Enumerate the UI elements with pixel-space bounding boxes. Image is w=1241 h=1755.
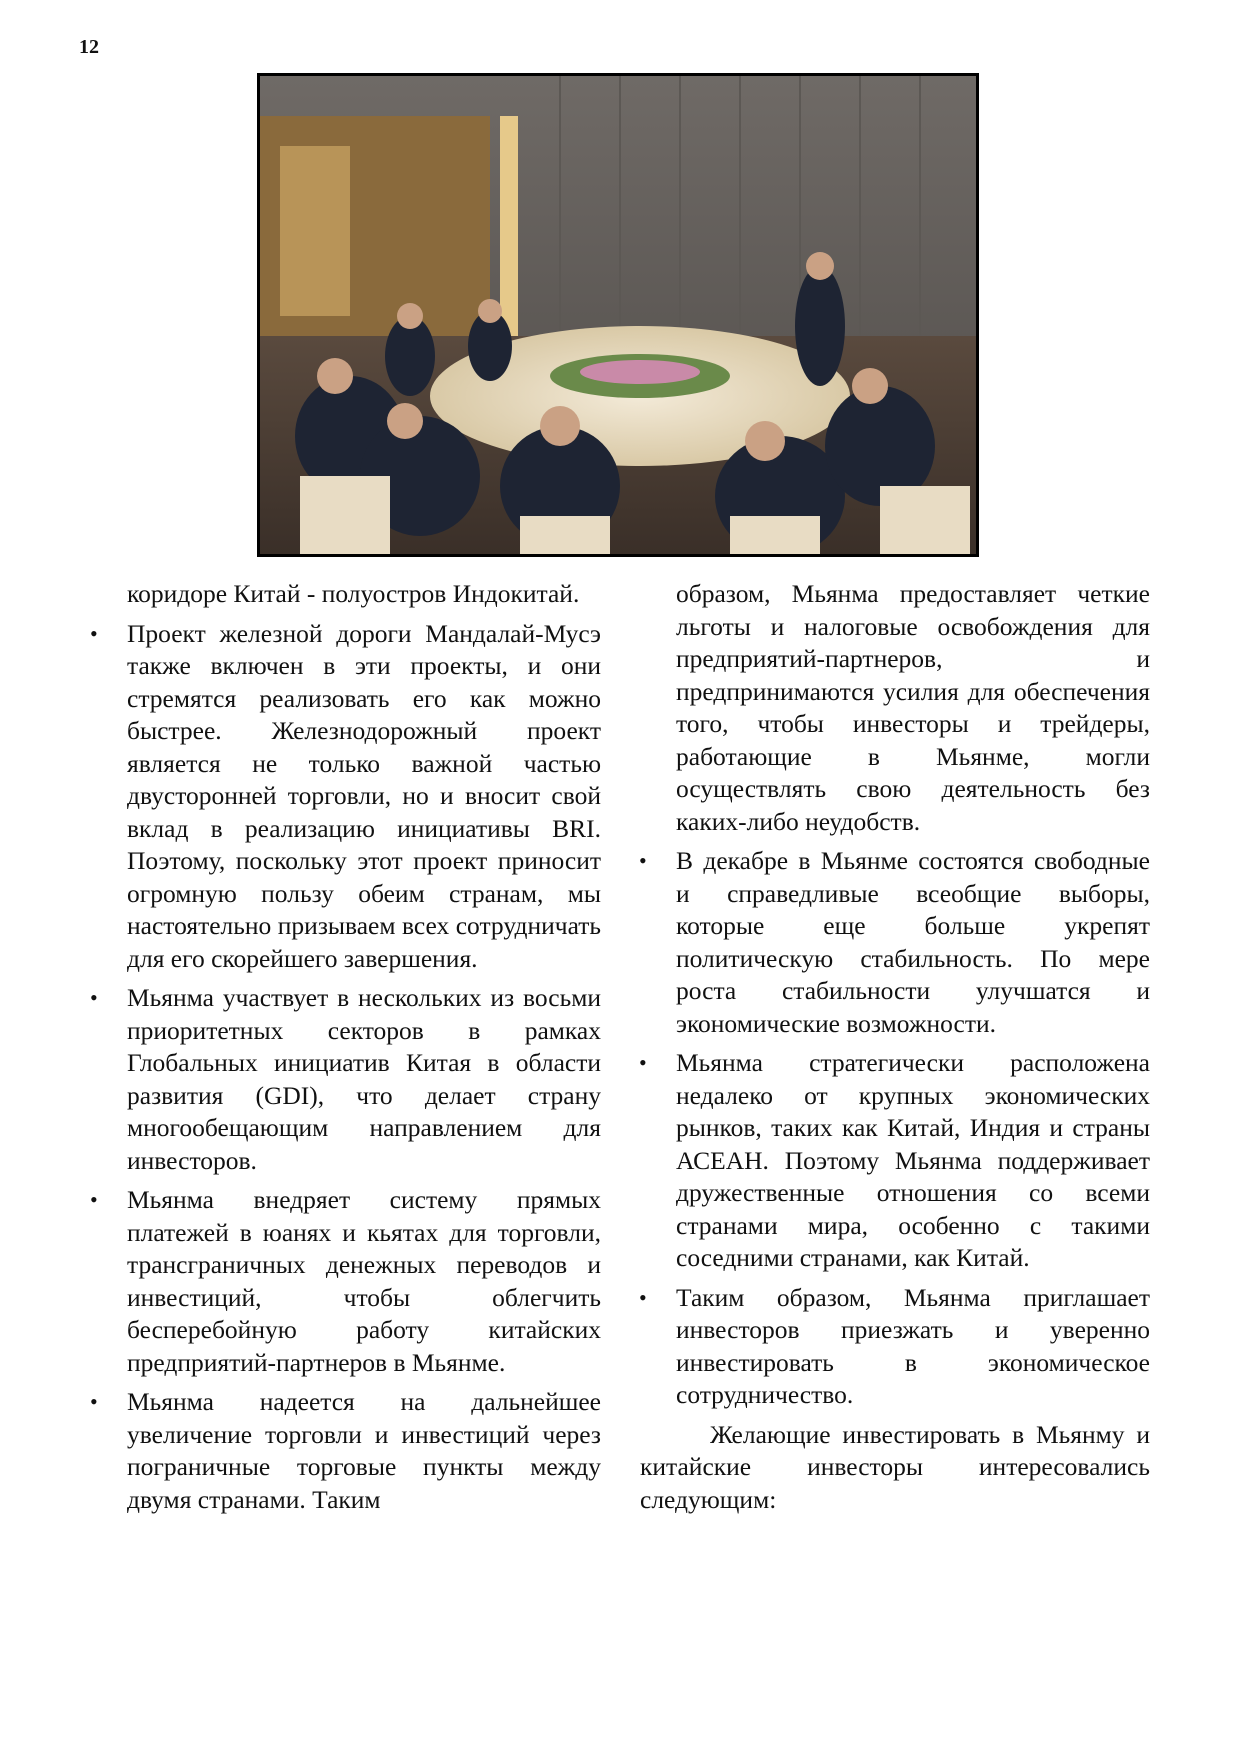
left-bullet-list — [90, 618, 601, 1517]
right-bullet-list — [639, 845, 1150, 1412]
list-item: • В декабре в Мьянме состоятся свободные и справедливые всеобщие выборы, которые еще больше укрепят политическую стабильность. По мере роста стабильности улучшатся и экономические возможности. — [639, 846, 1150, 1038]
list-item: • Мьянма внедряет систему прямых платежей в юанях и кьятах для торговли, трансграничных денежных переводов и инвестиций, чтобы облегчить бесперебойную работу китайских предприятий-партнеров в Мьянме. — [90, 1185, 601, 1377]
list-item: • Проект железной дороги Мандалай-Мусэ также включен в эти проекты, и они стремятся реализовать его как можно быстрее. Железнодорожный проект является не только важной частью двусторонней торговли, но и вносит свой вклад в реализацию инициативы BRI. Поэтому, поскольку этот проект приносит огромную пользу обеим странам, мы настоятельно призываем всех сотрудничать для его скорейшего завершения. — [90, 618, 601, 973]
bullet-icon: • — [90, 620, 98, 646]
bullet-icon: • — [639, 848, 647, 873]
closing-paragraph: Желающие инвестировать в Мьянму и китайские инвесторы интересовались следующим: — [640, 1419, 1150, 1514]
left-continuation: коридоре Китай - полуостров Индокитай. — [127, 579, 580, 608]
list-item: • Мьянма стратегически расположена недалеко от крупных экономических рынков, таких как Китай, Индия и страны АСЕАН. Поэтому Мьянма поддерживает дружественные отношения со всеми странами мира, особенно с такими соседними странами, как Китай. — [639, 1048, 1150, 1272]
bullet-icon: • — [90, 985, 98, 1010]
page-number: 12 — [79, 36, 99, 58]
left-column — [90, 578, 601, 1523]
bullet-icon: • — [639, 1284, 647, 1310]
bullet-icon: • — [639, 1050, 647, 1075]
list-item: • Мьянма участвует в нескольких из восьми приоритетных секторов в рамках Глобальных инициатив Китая в области развития (GDI), что делает страну многообещающим направлением для инвесторов. — [90, 983, 601, 1175]
list-item: • Мьянма надеется на дальнейшее увеличение торговли и инвестиций через пограничные торговые пункты между двумя странами. Таким — [90, 1387, 601, 1514]
right-column — [639, 578, 1150, 1516]
banquet-photo — [257, 73, 979, 557]
bullet-icon: • — [90, 1389, 98, 1414]
bullet-icon: • — [90, 1187, 98, 1212]
right-continuation: образом, Мьянма предоставляет четкие льготы и налоговые освобождения для предприятий-партнеров, и предпринимаются усилия для обеспечения того, чтобы инвесторы и трейдеры, работающие в Мьянме, могли осуществлять свою деятельность без каких-либо неудобств. — [676, 579, 1150, 836]
list-item: • Таким образом, Мьянма приглашает инвесторов приезжать и уверенно инвестировать в экономическое сотрудничество. — [639, 1282, 1150, 1409]
